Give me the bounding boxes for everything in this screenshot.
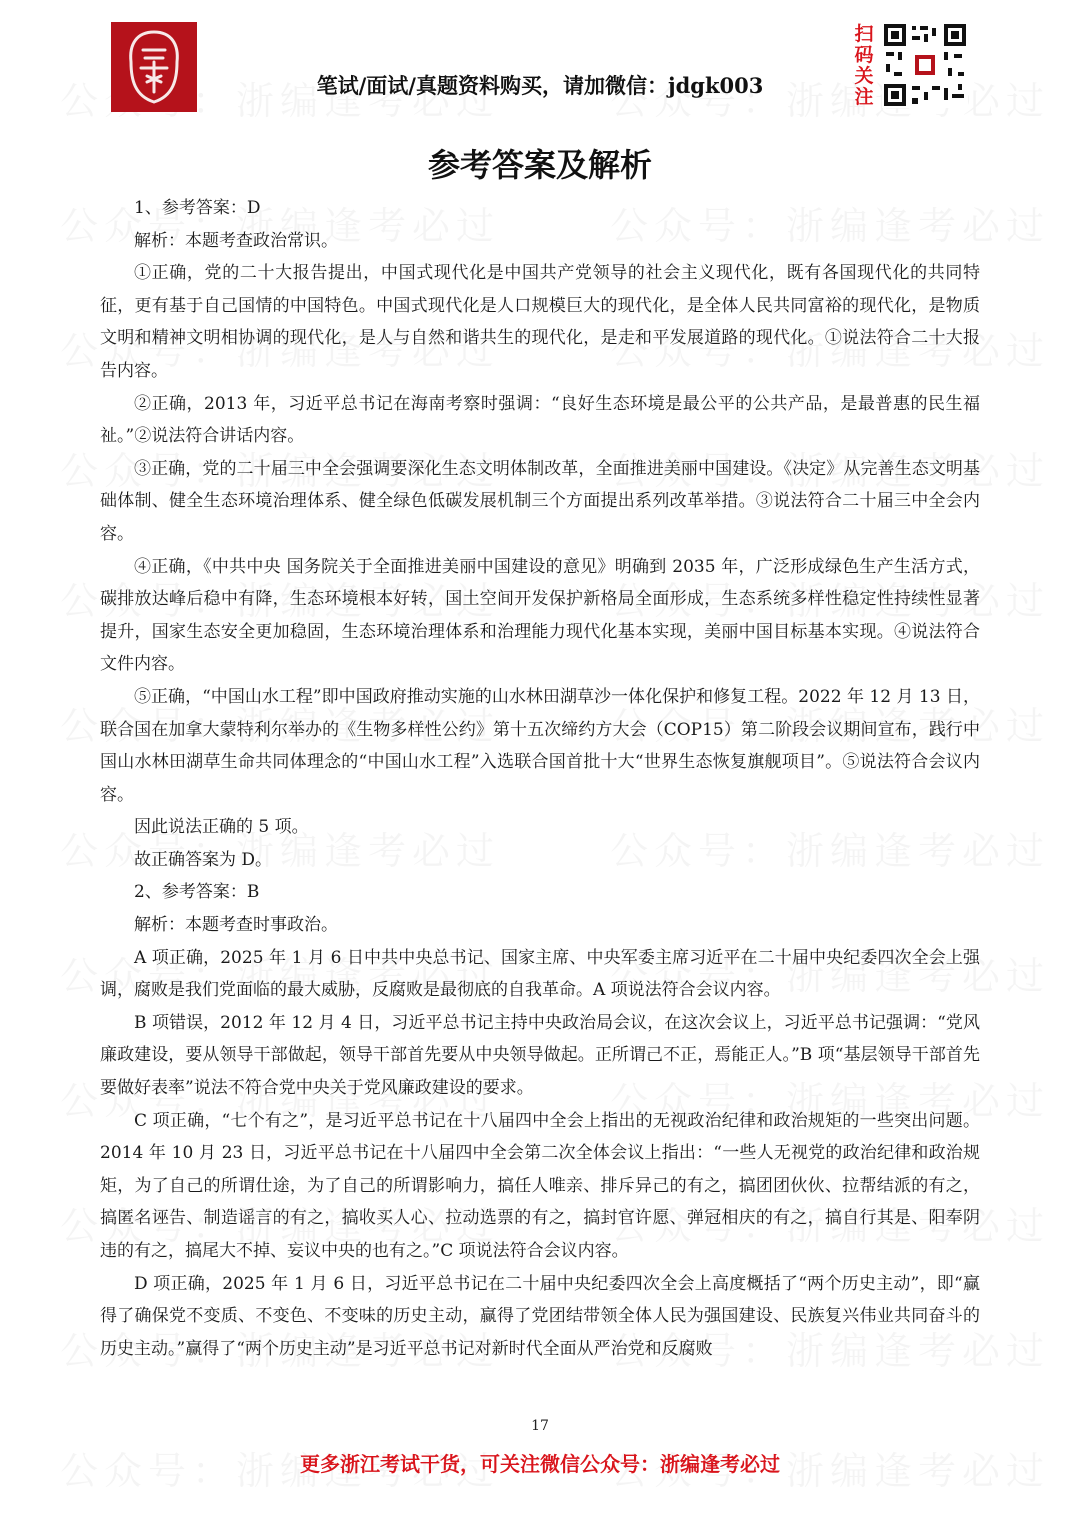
page-title: 参考答案及解析 [427,146,652,184]
paragraph: ⑤正确，“中国山水工程”即中国政府推动实施的山水林田湖草沙一体化保护和修复工程。2022 年 12 月 13 日，联合国在加拿大蒙特利尔举办的《生物多样性公约》第十五次缔约方大会（COP15）第二阶段会议期间宣布，践行中国山水林田湖草生命共同体理念的“中国山水工程”入选联合国首批十大“世界生态恢复旗舰项目”。⑤说法符合会议内容。 [100,686,980,805]
qr-code-icon[interactable] [882,22,968,108]
paragraph: ②正确，2013 年，习近平总书记在海南考察时强调：“良好生态环境是最公平的公共产品，是最普惠的民生福祉。”②说法符合讲话内容。 [100,393,980,447]
document-body [100,192,980,1365]
paragraph: ④正确，《中共中央 国务院关于全面推进美丽中国建设的意见》明确到 2035 年，广泛形成绿色生产生活方式，碳排放达峰后稳中有降，生态环境根本好转，国土空间开发保护新格局全面形成，生态系统多样性稳定性持续性显著提升，国家生态安全更加稳固，生态环境治理体系和治理能力现代化基本实现，美丽中国目标基本实现。④说法符合文件内容。 [100,556,980,675]
paragraph: 因此说法正确的 5 项。 [134,817,309,838]
scan-label: 扫码关注 [854,23,874,108]
analysis-intro: 解析：本题考查时事政治。 [134,915,338,936]
paragraph: 故正确答案为 D。 [134,849,273,870]
footer-promo: 更多浙江考试干货，可关注微信公众号：浙编逢考必过 [300,1452,780,1476]
paragraph: ①正确，党的二十大报告提出，中国式现代化是中国共产党领导的社会主义现代化，既有各国现代化的共同特征，更有基于自己国情的中国特色。中国式现代化是人口规模巨大的现代化，是全体人民共同富裕的现代化，是物质文明和精神文明相协调的现代化，是人与自然和谐共生的现代化，是走和平发展道路的现代化。①说法符合二十大报告内容。 [100,263,980,381]
analysis-intro: 解析：本题考查政治常识。 [134,230,338,251]
paragraph: ③正确，党的二十届三中全会强调要深化生态文明体制改革，全面推进美丽中国建设。《决定》从完善生态文明基础体制、健全生态环境治理体系、健全绿色低碳发展机制三个方面提出系列改革举措。③说法符合二十届三中全会内容。 [100,458,980,544]
paragraph: A 项正确，2025 年 1 月 6 日中共中央总书记、国家主席、中央军委主席习近平在二十届中央纪委四次全会上强调，腐败是我们党面临的最大威胁，反腐败是最彻底的自我革命。A 项说法符合会议内容。 [100,947,980,1001]
answer-heading: 1、参考答案：D [134,198,261,218]
paragraph: C 项正确，“七个有之”，是习近平总书记在十八届四中全会上指出的无视政治纪律和政治规矩的一些突出问题。2014 年 10 月 23 日，习近平总书记在十八届四中全会第二次全体会议上指出：“一些人无视党的政治纪律和政治规矩，为了自己的所谓仕途，为了自己的所谓影响力，搞任人唯亲、排斥异己的有之，搞团团伙伙、拉帮结派的有之，搞匿名诬告、制造谣言的有之，搞收买人心、拉动选票的有之，搞封官许愿、弹冠相庆的有之，搞自行其是、阳奉阴违的有之，搞尾大不掉、妄议中央的也有之。”C 项说法符合会议内容。 [100,1110,980,1261]
purchase-contact-line: 笔试/面试/真题资料购买，请加微信：jdgk003 [316,73,764,98]
answer-heading: 2、参考答案：B [134,882,260,903]
paragraph: D 项正确，2025 年 1 月 6 日，习近平总书记在二十届中央纪委四次全会上高度概括了“两个历史主动”，即“赢得了确保党不变质、不变色、不变味的历史主动，赢得了党团结带领全体人民为强国建设、民族复兴伟业共同奋斗的历史主动。”赢得了“两个历史主动”是习近平总书记对新时代全面从严治党和反腐败 [100,1273,980,1359]
paragraph: B 项错误，2012 年 12 月 4 日，习近平总书记主持中央政治局会议，在这次会议上，习近平总书记强调：“党风廉政建设，要从领导干部做起，领导干部首先要从中央领导做起。正所谓己不正，焉能正人。”B 项“基层领导干部首先要做好表率”说法不符合党中央关于党风廉政建设的要求。 [100,1012,980,1099]
page-header [0,0,1080,120]
page-number: 17 [531,1418,549,1434]
